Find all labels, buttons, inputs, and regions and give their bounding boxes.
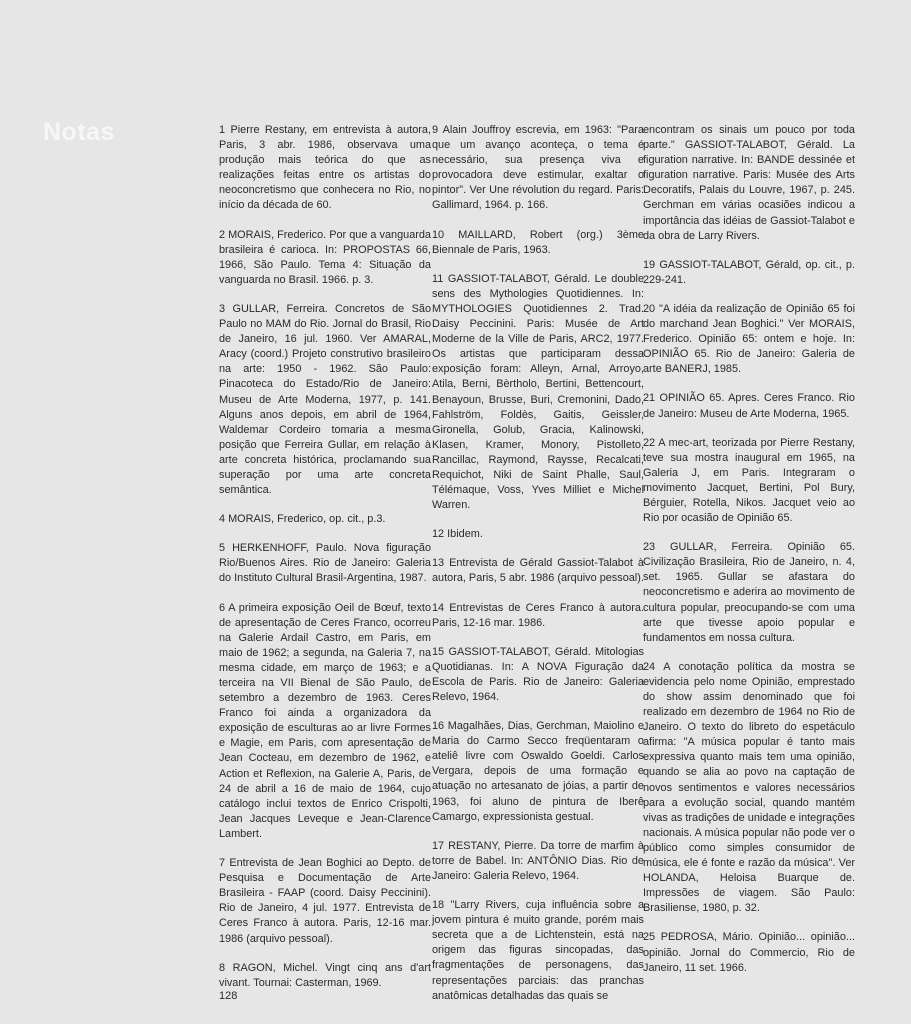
footnote-number: 13 — [432, 557, 445, 570]
footnote-text: encontram os sinais um pouco por toda parte." GASSIOT-TALABOT, Gérald. La figuration narrative. In: BANDE dessinée et figuration narrative. Paris: Musée des Arts Decoratifs, Palais du Louvre, 1967, p. 245. Gerchman em várias ocasiões indicou a importância das idéias de Gassiot-Talabot e da obra de Larry Rivers. — [643, 124, 855, 242]
footnote — [219, 302, 431, 498]
footnote-text: "Larry Rivers, cuja influência sobre a jovem pintura é muito grande, porém mais secreta que a de Lichtenstein, está na origem das figuras sincopadas, das fragmentações de personagens, das representações parciais: das pranchas anatômicas detalhadas das quais se — [432, 899, 645, 1002]
footnote — [219, 961, 431, 991]
footnote-text: Magalhães, Dias, Gerchman, Maiolino e Maria do Carmo Secco freqüentaram o ateliê livre com Oswaldo Goeldi. Carlos Vergara, depois de uma formação e atuação no artesanato de jóias, a partir de 1963, foi aluno de pintura de Iberê Camargo, expressionista gestual. — [432, 720, 644, 823]
footnote — [643, 123, 855, 244]
footnote-number: 2 — [219, 228, 226, 241]
footnote-number: 8 — [219, 961, 226, 974]
footnote — [643, 302, 855, 377]
notes-column-1 — [219, 123, 431, 1005]
footnote — [643, 436, 855, 527]
footnote-number: 5 — [219, 542, 226, 555]
footnote-number: 23 — [643, 541, 656, 554]
footnote-text: MORAIS, Frederico. Por que a vanguarda brasileira é carioca. In: PROPOSTAS 66, 1966, São Paulo. Tema 4: Situação da vanguarda no Brasil. 1966. p. 3. — [219, 228, 431, 286]
footnote-number: 11 — [432, 272, 444, 285]
footnote-text: GULLAR, Ferreira. Concretos de São Paulo no MAM do Rio. Jornal do Brasil, Rio de Janeiro, 16 jul. 1960. Ver AMARAL, Aracy (coord.) Projeto construtivo brasileiro na arte: 1950 - 1962. São Paulo: Pinacoteca do Estado/Rio de Janeiro: Museu de Arte Moderna, 1977, p. 141. Alguns anos depois, em abril de 1964, Waldemar Cordeiro tomaria a mesma posição que Ferreira Gullar, em relação à arte concreta histórica, proclamando sua superação por uma arte concreta semântica. — [219, 302, 432, 497]
footnote — [219, 228, 431, 288]
footnote-text: A mec-art, teorizada por Pierre Restany, teve sua mostra inaugural em 1965, na Galeria J, em Paris. Integraram o movimento Jacquet, Bertini, Pol Bury, Bérguier, Rotella, Nikos. Jacquet veio ao Rio por ocasião de Opinião 65. — [643, 436, 855, 525]
footnote — [432, 601, 644, 631]
footnote — [219, 512, 431, 527]
footnote — [432, 898, 644, 1004]
footnote — [432, 527, 644, 542]
footnote-number: 10 — [432, 228, 445, 241]
footnote-text: Pierre Restany, em entrevista à autora, Paris, 3 abr. 1986, observava uma produção mais teórica do que as realizações feitas entre os artistas do neoconcretismo que conhecera no Rio, no início da década de 60. — [219, 124, 431, 212]
footnote-text: RAGON, Michel. Vingt cinq ans d'art vivant. Tournai: Casterman, 1969. — [219, 961, 431, 989]
footnote-number: 21 — [643, 392, 656, 405]
footnote — [643, 660, 855, 917]
footnote-number: 16 — [432, 720, 445, 733]
footnote — [219, 123, 431, 214]
footnote — [432, 645, 644, 705]
footnote-number: 12 — [432, 528, 445, 541]
footnote-number: 7 — [219, 857, 226, 870]
footnote-number: 20 — [643, 302, 656, 315]
footnote-number: 4 — [219, 513, 226, 526]
footnote-number: 22 — [643, 436, 656, 449]
footnote-number: 25 — [643, 931, 656, 944]
footnote-text: A primeira exposição Oeil de Bœuf, texto de apresentação de Ceres Franco, ocorreu na Galerie Ardail Castro, em Paris, em maio de 1962; a segunda, na Galeria 7, na mesma cidade, em março de 1963; e a terceira na VII Bienal de São Paulo, de setembro a dezembro de 1963. Ceres Franco foi ainda a organizadora da exposição de esculturas ao ar livre Formes e Magie, em Paris, com apresentação de Jean Cocteau, em dezembro de 1962, e Action et Reflexion, na Galerie A, Paris, de 24 de abril a 16 de maio de 1964, cujo catálogo inclui textos de Enrico Crispolti, Jean Jacques Leveque e Jean-Clarence Lambert. — [219, 601, 431, 840]
footnote — [432, 228, 644, 258]
footnote — [643, 391, 855, 421]
footnote-number: 3 — [219, 302, 226, 315]
footnote-number: 14 — [432, 601, 445, 614]
footnote-text: PEDROSA, Mário. Opinião... opinião... opinião. Jornal do Commercio, Rio de Janeiro, 11 set. 1966. — [643, 931, 856, 974]
footnote — [643, 540, 855, 646]
footnote — [219, 856, 431, 947]
footnote — [432, 839, 644, 884]
footnote-text: Entrevista de Gérald Gassiot-Talabot à autora, Paris, 5 abr. 1986 (arquivo pessoal). — [432, 557, 644, 585]
footnote-text: GASSIOT-TALABOT, Gérald. Le double sens des Mythologies Quotidiennes. In: MYTHOLOGIES Quotidiennes 2. Trad. Daisy Peccinini. Paris: Musée de Art Moderne de la Ville de Paris, ARC2, 1977. Os artistas que participaram dessa exposição foram: Alleyn, Arnal, Arroyo, Atila, Berni, Bèrtholo, Bertini, Bettencourt, Benayoun, Brusse, Buri, Cremonini, Dado, Fahlström, Foldès, Gaitis, Geissler, Gironella, Golub, Gracia, Kalinowski, Klasen, Kramer, Monory, Pistolleto, Rancillac, Raymond, Raysse, Recalcati, Requichot, Niki de Saint Phalle, Saul, Télémaque, Voss, Yves Milliet e Michel Warren. — [432, 272, 644, 512]
footnote-text: Ibidem. — [447, 528, 483, 541]
section-title: Notas — [43, 118, 115, 146]
footnote-text: MORAIS, Frederico, op. cit., p.3. — [228, 513, 386, 526]
footnote-text: "A idéia da realização de Opinião 65 foi do marchand Jean Boghici." Ver MORAIS, Frederico. Opinião 65: ontem e hoje. In: OPINIÃO 65. Rio de Janeiro: Galeria de arte BANERJ, 1985. — [643, 302, 855, 376]
footnote — [432, 556, 644, 586]
footnote-text: GASSIOT-TALABOT, Gérald. Mitologias Quotidianas. In: A NOVA Figuração da Escola de Paris. Rio de Janeiro: Galeria Relevo, 1964. — [432, 645, 644, 703]
notes-column-2 — [432, 123, 644, 1018]
footnote — [432, 123, 644, 214]
footnote-text: A conotação política da mostra se evidencia pelo nome Opinião, emprestado do show assim denominado que foi realizado em dezembro de 1964 no Rio de Janeiro. O texto do libreto do espetáculo afirma: "A música popular é tanto mais expressiva quanto mais tem uma opinião, quando se alia ao povo na captação de novos sentimentos e valores necessários para a evolução social, quando mantém vivas as tradições de unidade e integrações nacionais. A música popular não pode ver o público como simples consumidor de música, ele é fonte e razão da música". Ver HOLANDA, Heloisa Buarque de. Impressões de viagem. São Paulo: Brasiliense, 1980, p. 32. — [643, 660, 855, 915]
footnote-number: 24 — [643, 660, 656, 673]
footnote-number: 17 — [432, 839, 445, 852]
footnote — [643, 258, 855, 288]
footnote-number: 15 — [432, 645, 445, 658]
footnote — [643, 930, 855, 975]
footnote-text: GULLAR, Ferreira. Opinião 65. Civilização Brasileira, Rio de Janeiro, n. 4, set. 1965. Gullar se afastara do neoconcretismo e aderira ao movimento de cultura popular, preocupando-se com uma arte que tivesse apoio popular e fundamentos em nossa cultura. — [643, 541, 855, 644]
footnote-text: OPINIÃO 65. Apres. Ceres Franco. Rio de Janeiro: Museu de Arte Moderna, 1965. — [643, 392, 855, 420]
footnote — [219, 541, 431, 586]
footnote-text: Entrevistas de Ceres Franco à autora. Paris, 12-16 mar. 1986. — [432, 601, 644, 629]
footnote-number: 9 — [432, 124, 439, 136]
footnote — [432, 719, 644, 825]
footnote-number: 6 — [219, 601, 226, 614]
footnote-text: Entrevista de Jean Boghici ao Depto. de Pesquisa e Documentação de Arte Brasileira - FAAP (coord. Daisy Peccinini). Rio de Janeiro, 4 jul. 1977. Entrevista de Ceres Franco à autora. Paris, 12-16 mar. 1986 (arquivo pessoal). — [219, 857, 431, 945]
footnote — [219, 601, 431, 843]
footnote-text: MAILLARD, Robert (org.) 3ème Biennale de Paris, 1963. — [432, 228, 644, 256]
footnote-text: Alain Jouffroy escrevia, em 1963: "Para que um avanço aconteça, o tema é necessário, sua presença viva e provocadora deve estimular, exaltar o pintor". Ver Une révolution du regard. Paris: Gallimard, 1964. p. 166. — [432, 124, 644, 212]
page-number: 128 — [219, 990, 238, 1002]
notes-column-3 — [643, 123, 855, 990]
footnote-number: 19 — [643, 258, 656, 271]
footnote-text: RESTANY, Pierre. Da torre de marfim à torre de Babel. In: ANTÔNIO Dias. Rio de Janeiro: Galeria Relevo, 1964. — [432, 839, 644, 882]
footnote — [432, 272, 644, 514]
footnote-number: 18 — [432, 899, 445, 912]
footnote-text: HERKENHOFF, Paulo. Nova figuração Rio/Buenos Aires. Rio de Janeiro: Galeria do Instituto Cultural Brasil-Argentina, 1987. — [219, 542, 431, 585]
footnote-text: GASSIOT-TALABOT, Gérald, op. cit., p. 229-241. — [643, 258, 855, 286]
footnote-number: 1 — [219, 124, 226, 136]
